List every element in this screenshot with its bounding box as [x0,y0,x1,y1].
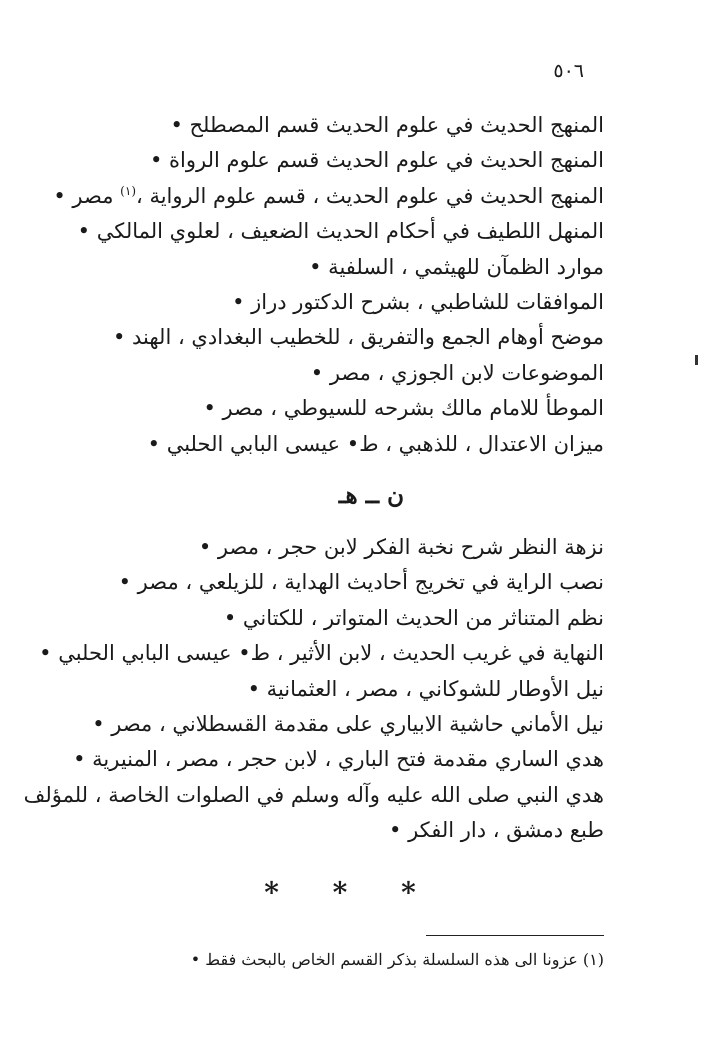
bibliography-entry: المنهج الحديث في علوم الحديث قسم المصطلح • [170,113,604,137]
entry-text-continued: مصر • [53,183,114,208]
bibliography-entry: الموضوعات لابن الجوزي ، مصر • [310,360,604,385]
bibliography-entry: نصب الراية في تخريج أحاديث الهداية ، للزيلعي ، مصر • [118,570,604,595]
footnote-reference: (١) [120,183,136,198]
bibliography-entry: المنهل اللطيف في أحكام الحديث الضعيف ، لعلوي المالكي • [77,219,604,244]
bibliography-entry: موضح أوهام الجمع والتفريق ، للخطيب البغدادي ، الهند • [112,325,604,350]
page-number: ٥٠٦ [553,60,584,82]
bibliography-entry: هدي الساري مقدمة فتح الباري ، لابن حجر ، مصر ، المنيرية • [73,747,604,772]
bibliography-entry: نيل الأماني حاشية الابياري على مقدمة القسطلاني ، مصر • [92,711,604,736]
footnote-divider [426,935,604,936]
bibliography-entry: موارد الظمآن للهيثمي ، السلفية • [309,254,604,279]
bibliography-entry: نيل الأوطار للشوكاني ، مصر ، العثمانية • [247,676,604,701]
bibliography-entry: ميزان الاعتدال ، للذهبي ، ط• عيسى البابي الحلبي • [147,431,604,456]
bibliography-entry: نزهة النظر شرح نخبة الفكر لابن حجر ، مصر • [198,535,604,559]
bibliography-entry: المنهج الحديث في علوم الحديث قسم علوم الرواة • [149,148,604,173]
bibliography-list-mim [53,108,604,462]
margin-mark [695,355,698,365]
section-separator: * * * [264,876,438,909]
section-heading: ن ــ هـ [338,482,404,509]
bibliography-entry: هدي النبي صلى الله عليه وآله وسلم في الصلوات الخاصة ، للمؤلف طبع دمشق ، دار الفكر • [23,782,604,843]
bibliography-entry: النهاية في غريب الحديث ، لابن الأثير ، ط• عيسى البابي الحلبي • [39,641,604,666]
bibliography-entry-with-footnote [53,179,604,214]
entry-text: المنهج الحديث في علوم الحديث ، قسم علوم الرواية ، [136,183,604,208]
bibliography-entry: نظم المتناثر من الحديث المتواتر ، للكتاني • [223,605,604,630]
bibliography-entry: الموطأ للامام مالك بشرحه للسيوطي ، مصر • [203,396,604,421]
bibliography-entry: الموافقات للشاطبي ، بشرح الدكتور دراز • [232,289,604,314]
footnote: (١) عزونا الى هذه السلسلة بذكر القسم الخاص بالبحث فقط • [190,950,604,969]
bibliography-list-nun-ha [0,530,604,849]
